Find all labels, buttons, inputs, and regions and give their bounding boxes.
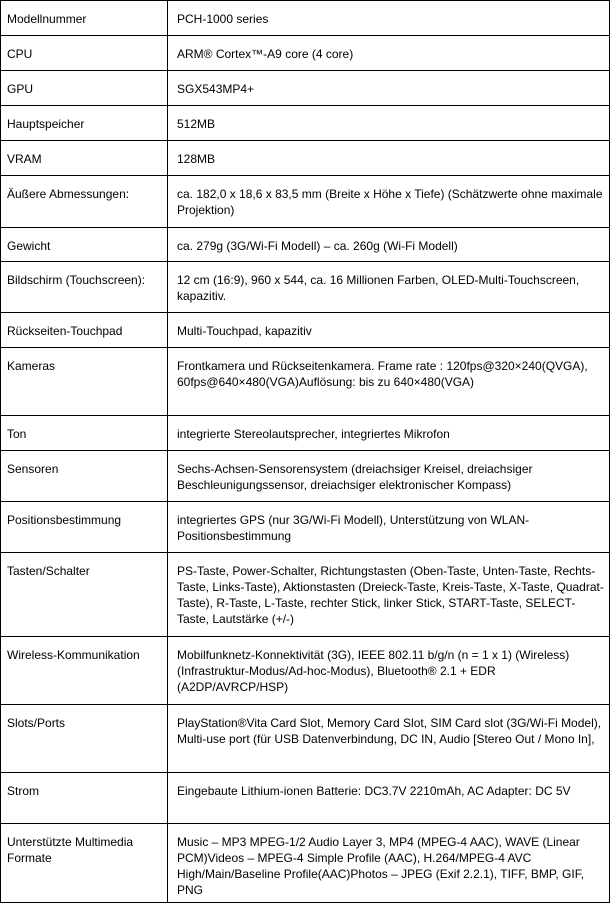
row-label: Ton — [1, 416, 168, 451]
table-row — [1, 228, 610, 262]
row-label: GPU — [1, 71, 168, 106]
row-label: Kameras — [1, 348, 168, 416]
row-value: ca. 182,0 x 18,6 x 83,5 mm (Breite x Höhe x Tiefe) (Schätzwerte ohne maximale Projektion) — [168, 176, 610, 228]
table-row — [1, 773, 610, 824]
table-row — [1, 1, 610, 36]
row-value: Frontkamera und Rückseitenkamera. Frame rate : 120fps@320×240(QVGA), 60fps@640×480(VGA)Auflösung: bis zu 640×480(VGA) — [168, 348, 610, 416]
row-label: CPU — [1, 36, 168, 71]
table-row — [1, 141, 610, 176]
row-value: integriertes GPS (nur 3G/Wi-Fi Modell), Unterstützung von WLAN-Positionsbestimmung — [168, 502, 610, 553]
row-value: Multi-Touchpad, kapazitiv — [168, 313, 610, 348]
row-label: Gewicht — [1, 228, 168, 262]
table-row — [1, 451, 610, 502]
table-row — [1, 106, 610, 141]
row-label: Bildschirm (Touchscreen): — [1, 262, 168, 313]
row-label: Strom — [1, 773, 168, 824]
row-label: Positionsbestimmung — [1, 502, 168, 553]
table-row — [1, 705, 610, 773]
table-row — [1, 313, 610, 348]
table-row — [1, 637, 610, 705]
table-row — [1, 502, 610, 553]
table-row — [1, 416, 610, 451]
row-value: 512MB — [168, 106, 610, 141]
row-label: Rückseiten-Touchpad — [1, 313, 168, 348]
row-label: Slots/Ports — [1, 705, 168, 773]
row-value: integrierte Stereolautsprecher, integriertes Mikrofon — [168, 416, 610, 451]
row-value: ARM® Cortex™-A9 core (4 core) — [168, 36, 610, 71]
row-label: Modellnummer — [1, 1, 168, 36]
table-row — [1, 262, 610, 313]
row-label: VRAM — [1, 141, 168, 176]
table-row — [1, 553, 610, 637]
row-value: PlayStation®Vita Card Slot, Memory Card Slot, SIM Card slot (3G/Wi-Fi Model), Multi-use port (für USB Datenverbindung, DC IN, Audio [Stereo Out / Mono In], — [168, 705, 610, 773]
row-value: Eingebaute Lithium-ionen Batterie: DC3.7V 2210mAh, AC Adapter: DC 5V — [168, 773, 610, 824]
row-label: Tasten/Schalter — [1, 553, 168, 637]
table-row — [1, 824, 610, 903]
row-value: 128MB — [168, 141, 610, 176]
row-value: ca. 279g (3G/Wi-Fi Modell) – ca. 260g (Wi-Fi Modell) — [168, 228, 610, 262]
row-value: Sechs-Achsen-Sensorensystem (dreiachsiger Kreisel, dreiachsiger Beschleunigungssensor, dreiachsiger elektronischer Kompass) — [168, 451, 610, 502]
row-label: Sensoren — [1, 451, 168, 502]
table-row — [1, 176, 610, 228]
row-value: 12 cm (16:9), 960 x 544, ca. 16 Millionen Farben, OLED-Multi-Touchscreen, kapazitiv. — [168, 262, 610, 313]
table-row — [1, 71, 610, 106]
table-row — [1, 36, 610, 71]
row-value: Mobilfunknetz-Konnektivität (3G), IEEE 802.11 b/g/n (n = 1 x 1) (Wireless) (Infrastruktur-Modus/Ad-hoc-Modus), Bluetooth® 2.1 + EDR (A2DP/AVRCP/HSP) — [168, 637, 610, 705]
row-label: Hauptspeicher — [1, 106, 168, 141]
row-value: Music – MP3 MPEG-1/2 Audio Layer 3, MP4 (MPEG-4 AAC), WAVE (Linear PCM)Videos – MPEG-4 Simple Profile (AAC), H.264/MPEG-4 AVC High/Main/Baseline Profile(AAC)Photos – JPEG (Exif 2.2.1), TIFF, BMP, GIF, PNG — [168, 824, 610, 903]
row-value: SGX543MP4+ — [168, 71, 610, 106]
row-value: PS-Taste, Power-Schalter, Richtungstasten (Oben-Taste, Unten-Taste, Rechts-Taste, Links-Taste), Aktionstasten (Dreieck-Taste, Kreis-Taste, X-Taste, Quadrat-Taste), R-Taste, L-Taste, rechter Stick, linker Stick, START-Taste, SELECT-Taste, Lautstärke (+/-) — [168, 553, 610, 637]
row-label: Äußere Abmessungen: — [1, 176, 168, 228]
table-row — [1, 348, 610, 416]
row-label: Unterstützte Multimedia Formate — [1, 824, 168, 903]
row-value: PCH-1000 series — [168, 1, 610, 36]
row-label: Wireless-Kommunikation — [1, 637, 168, 705]
